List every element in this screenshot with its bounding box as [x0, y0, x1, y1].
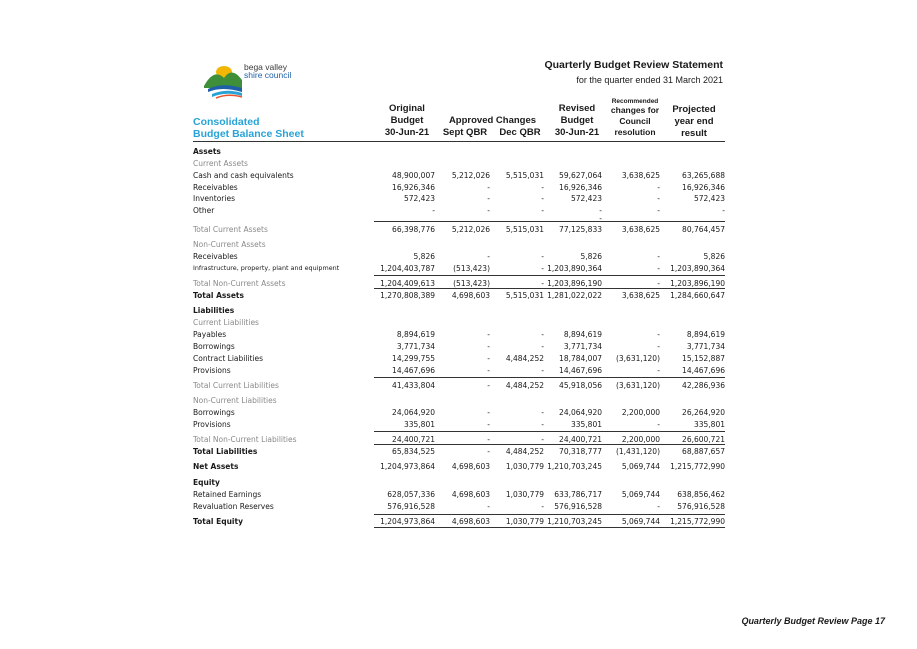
- cell-value: 2,200,000: [621, 435, 660, 444]
- cell-value: 26,600,721: [682, 435, 725, 444]
- cell-value: 1,215,772,990: [670, 462, 725, 471]
- page-title: Quarterly Budget Review Statement: [544, 59, 723, 71]
- cell-value: 4,698,603: [451, 291, 490, 300]
- page-footer: Quarterly Budget Review Page 17: [741, 616, 885, 626]
- cell-value: 15,152,887: [682, 354, 725, 363]
- row-label: Net Assets: [193, 462, 239, 471]
- cell-value: 48,900,007: [392, 171, 435, 180]
- cell-value: 5,212,026: [451, 225, 490, 234]
- table-row: [193, 147, 725, 159]
- row-label: Revaluation Reserves: [193, 502, 274, 511]
- table-row: [193, 396, 725, 408]
- cell-value: -: [541, 194, 544, 203]
- cell-value: 572,423: [570, 194, 602, 203]
- cell-value: 4,698,603: [451, 490, 490, 499]
- cell-value: (1,431,120): [615, 447, 660, 456]
- cell-value: -: [541, 183, 544, 192]
- cell-value: 5,069,744: [621, 462, 660, 471]
- cell-value: -: [541, 420, 544, 429]
- header-dec-qbr: Dec QBR: [499, 127, 541, 138]
- row-label: Receivables: [193, 252, 238, 261]
- cell-value: 24,064,920: [392, 408, 435, 417]
- cell-value: 66,398,776: [392, 225, 435, 234]
- table-row: [193, 408, 725, 420]
- cell-value: -: [487, 366, 490, 375]
- cell-value: 1,203,890,364: [547, 264, 602, 273]
- cell-value: 1,204,973,864: [380, 517, 435, 526]
- cell-value: 576,916,528: [387, 502, 435, 511]
- cell-value: 4,484,252: [505, 354, 544, 363]
- cell-value: (3,631,120): [615, 381, 660, 390]
- cell-value: 1,030,779: [505, 462, 544, 471]
- cell-value: 14,467,696: [392, 366, 435, 375]
- cell-value: -: [599, 214, 602, 223]
- cell-value: 24,400,721: [559, 435, 602, 444]
- divider: [374, 431, 725, 432]
- cell-value: 1,284,660,647: [670, 291, 725, 300]
- cell-value: -: [487, 435, 490, 444]
- page-subtitle: for the quarter ended 31 March 2021: [576, 75, 723, 85]
- row-label: Borrowings: [193, 342, 235, 351]
- cell-value: 628,057,336: [387, 490, 435, 499]
- cell-value: -: [599, 206, 602, 215]
- cell-value: 8,894,619: [563, 330, 602, 339]
- cell-value: 68,887,657: [682, 447, 725, 456]
- cell-value: 16,926,346: [682, 183, 725, 192]
- cell-value: -: [657, 366, 660, 375]
- row-label: Assets: [193, 147, 221, 156]
- row-label: Receivables: [193, 183, 238, 192]
- cell-value: 45,918,056: [559, 381, 602, 390]
- table-row: [193, 306, 725, 318]
- row-label: Inventories: [193, 194, 235, 203]
- cell-value: 335,801: [403, 420, 435, 429]
- table-row: [193, 330, 725, 342]
- cell-value: 1,030,779: [505, 517, 544, 526]
- cell-value: -: [657, 279, 660, 288]
- table-row: [193, 291, 725, 303]
- row-label: Total Liabilities: [193, 447, 258, 456]
- cell-value: -: [487, 381, 490, 390]
- row-label: Total Assets: [193, 291, 244, 300]
- cell-value: 3,638,625: [621, 291, 660, 300]
- row-label: Contract Liabilities: [193, 354, 264, 363]
- table-row: [193, 342, 725, 354]
- row-label: Non-Current Liabilities: [193, 396, 277, 405]
- divider: [374, 275, 725, 276]
- cell-value: -: [541, 408, 544, 417]
- cell-value: 8,894,619: [686, 330, 725, 339]
- cell-value: -: [432, 206, 435, 215]
- row-label: Other: [193, 206, 215, 215]
- cell-value: 42,286,936: [682, 381, 725, 390]
- table-row: [193, 159, 725, 171]
- cell-value: 1,203,896,190: [547, 279, 602, 288]
- cell-value: 1,203,896,190: [670, 279, 725, 288]
- cell-value: -: [487, 408, 490, 417]
- table-row: [193, 381, 725, 393]
- cell-value: 5,826: [580, 252, 602, 261]
- cell-value: 1,210,703,245: [547, 517, 602, 526]
- divider: [374, 514, 725, 515]
- cell-value: 1,270,808,389: [380, 291, 435, 300]
- cell-value: -: [722, 206, 725, 215]
- cell-value: 633,786,717: [554, 490, 602, 499]
- divider: [374, 444, 725, 445]
- cell-value: 5,069,744: [621, 517, 660, 526]
- table-row: [193, 318, 725, 330]
- cell-value: 4,698,603: [451, 462, 490, 471]
- row-label: Total Non-Current Assets: [193, 279, 286, 288]
- table-row: [193, 252, 725, 264]
- cell-value: -: [657, 183, 660, 192]
- cell-value: 1,204,409,613: [380, 279, 435, 288]
- cell-value: 1,204,403,787: [380, 264, 435, 273]
- cell-value: 26,264,920: [682, 408, 725, 417]
- cell-value: 5,212,026: [451, 171, 490, 180]
- cell-value: -: [657, 420, 660, 429]
- divider: [374, 221, 725, 222]
- cell-value: -: [541, 252, 544, 261]
- row-label: Current Assets: [193, 159, 248, 168]
- cell-value: -: [487, 194, 490, 203]
- cell-value: 4,484,252: [505, 381, 544, 390]
- cell-value: -: [541, 330, 544, 339]
- cell-value: 576,916,528: [554, 502, 602, 511]
- table-row: [193, 354, 725, 366]
- cell-value: 3,771,734: [563, 342, 602, 351]
- cell-value: 63,265,688: [682, 171, 725, 180]
- cell-value: 16,926,346: [559, 183, 602, 192]
- cell-value: 5,826: [413, 252, 435, 261]
- cell-value: 24,064,920: [559, 408, 602, 417]
- cell-value: 1,030,779: [505, 490, 544, 499]
- table-row: [193, 478, 725, 490]
- cell-value: 5,069,744: [621, 490, 660, 499]
- cell-value: -: [487, 342, 490, 351]
- row-label: Total Non-Current Liabilities: [193, 435, 297, 444]
- cell-value: -: [541, 502, 544, 511]
- table-row: [193, 225, 725, 237]
- table-row: [193, 435, 725, 447]
- row-label: Payables: [193, 330, 227, 339]
- cell-value: -: [657, 206, 660, 215]
- divider: [374, 377, 725, 378]
- cell-value: 14,299,755: [392, 354, 435, 363]
- row-label: Liabilities: [193, 306, 235, 315]
- row-label: Infrastructure, property, plant and equipment: [193, 264, 340, 272]
- cell-value: 77,125,833: [559, 225, 602, 234]
- cell-value: -: [487, 183, 490, 192]
- cell-value: 18,784,007: [559, 354, 602, 363]
- cell-value: 335,801: [570, 420, 602, 429]
- header-original: Original Budget 30-Jun-21: [384, 103, 430, 138]
- header-sept-qbr: Sept QBR: [442, 127, 488, 138]
- cell-value: -: [487, 252, 490, 261]
- cell-value: 3,638,625: [621, 171, 660, 180]
- cell-value: 5,515,031: [505, 171, 544, 180]
- row-label: Total Equity: [193, 517, 243, 526]
- cell-value: 4,484,252: [505, 447, 544, 456]
- cell-value: -: [657, 330, 660, 339]
- cell-value: -: [657, 502, 660, 511]
- table-row: [193, 206, 725, 223]
- row-label: Current Liabilities: [193, 318, 259, 327]
- row-label: Equity: [193, 478, 220, 487]
- cell-value: 24,400,721: [392, 435, 435, 444]
- cell-value: 5,515,031: [505, 291, 544, 300]
- row-label: Cash and cash equivalents: [193, 171, 294, 180]
- cell-value: 335,801: [693, 420, 725, 429]
- cell-value: 3,638,625: [621, 225, 660, 234]
- cell-value: -: [657, 264, 660, 273]
- cell-value: -: [487, 420, 490, 429]
- cell-value: -: [657, 342, 660, 351]
- cell-value: 80,764,457: [682, 225, 725, 234]
- cell-value: 16,926,346: [392, 183, 435, 192]
- cell-value: 576,916,528: [677, 502, 725, 511]
- cell-value: -: [541, 206, 544, 215]
- cell-value: -: [541, 342, 544, 351]
- cell-value: 59,627,064: [559, 171, 602, 180]
- cell-value: 8,894,619: [396, 330, 435, 339]
- divider: [193, 141, 725, 142]
- header-revised: Revised Budget 30-Jun-21: [554, 103, 600, 138]
- cell-value: -: [487, 502, 490, 511]
- row-label: Provisions: [193, 420, 231, 429]
- cell-value: -: [541, 435, 544, 444]
- table-row: [193, 462, 725, 474]
- cell-value: 1,204,973,864: [380, 462, 435, 471]
- row-label: Total Current Assets: [193, 225, 268, 234]
- row-label: Provisions: [193, 366, 231, 375]
- cell-value: 638,856,462: [677, 490, 725, 499]
- cell-value: (513,423): [453, 279, 490, 288]
- sheet-title-line1: Consolidated: [193, 116, 260, 128]
- logo-wordmark: bega valley shire council: [244, 62, 292, 80]
- cell-value: (513,423): [453, 264, 490, 273]
- row-label: Retained Earnings: [193, 490, 262, 499]
- cell-value: -: [541, 264, 544, 273]
- cell-value: (3,631,120): [615, 354, 660, 363]
- cell-value: 1,210,703,245: [547, 462, 602, 471]
- table-row: [193, 194, 725, 206]
- cell-value: 2,200,000: [621, 408, 660, 417]
- cell-value: 5,826: [703, 252, 725, 261]
- header-projected: Projected year end result: [672, 104, 716, 139]
- table-row: [193, 447, 725, 459]
- table-row: [193, 502, 725, 514]
- cell-value: -: [487, 447, 490, 456]
- cell-value: 41,433,804: [392, 381, 435, 390]
- cell-value: 70,318,777: [559, 447, 602, 456]
- row-label: Borrowings: [193, 408, 235, 417]
- cell-value: 5,515,031: [505, 225, 544, 234]
- cell-value: -: [657, 194, 660, 203]
- cell-value: 572,423: [403, 194, 435, 203]
- cell-value: 1,203,890,364: [670, 264, 725, 273]
- table-row: [193, 240, 725, 252]
- divider: [374, 527, 725, 528]
- sheet-title-line2: Budget Balance Sheet: [193, 128, 304, 140]
- table-row: [193, 171, 725, 183]
- cell-value: 14,467,696: [682, 366, 725, 375]
- cell-value: -: [487, 330, 490, 339]
- table-row: [193, 279, 725, 291]
- cell-value: -: [541, 366, 544, 375]
- header-approved-changes: Approved Changes: [448, 115, 537, 126]
- cell-value: 572,423: [693, 194, 725, 203]
- divider: [374, 288, 725, 289]
- cell-value: 4,698,603: [451, 517, 490, 526]
- row-label: Non-Current Assets: [193, 240, 266, 249]
- cell-value: 14,467,696: [559, 366, 602, 375]
- cell-value: -: [657, 252, 660, 261]
- table-row: [193, 490, 725, 502]
- cell-value: -: [541, 279, 544, 288]
- cell-value: 3,771,734: [396, 342, 435, 351]
- row-label: Total Current Liabilities: [193, 381, 279, 390]
- cell-value: 3,771,734: [686, 342, 725, 351]
- cell-value: -: [487, 354, 490, 363]
- cell-value: 1,281,022,022: [547, 291, 602, 300]
- header-recommended: Recommended changes for Council resolution: [610, 98, 660, 137]
- cell-value: 65,834,525: [392, 447, 435, 456]
- cell-value: 1,215,772,990: [670, 517, 725, 526]
- cell-value: -: [487, 206, 490, 215]
